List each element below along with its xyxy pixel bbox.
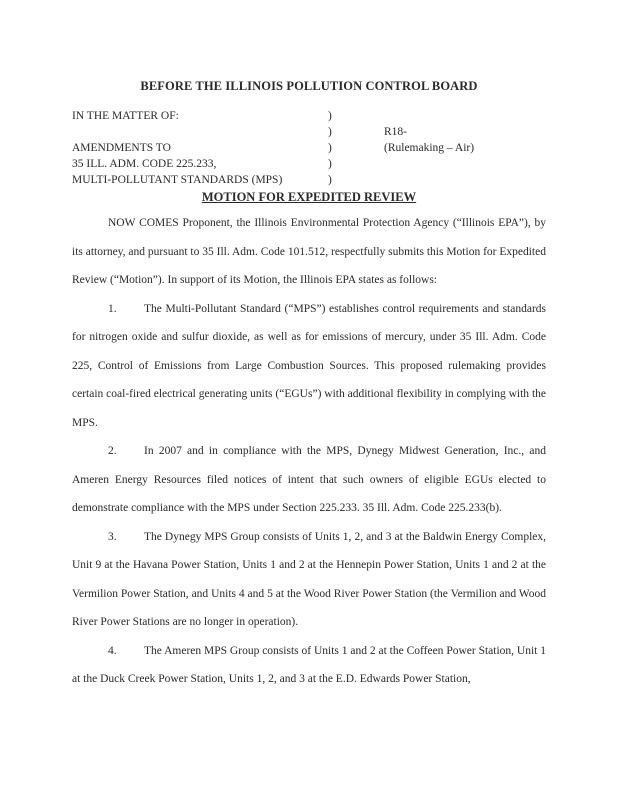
- caption-paren: ): [328, 174, 332, 186]
- caption-line: 35 ILL. ADM. CODE 225.233,: [72, 158, 217, 170]
- paragraph-text: In 2007 and in compliance with the MPS, Dynegy Midwest Generation, Inc., and Ameren Energy Resources filed notices of intent that such owners of eligible EGUs elected to demonstrate compliance with the MPS under Section 225.233. 35 Ill. Adm. Code 225.233(b).: [72, 445, 546, 514]
- rulemaking-type: (Rulemaking – Air): [384, 142, 475, 154]
- paragraph-number: 1.: [108, 302, 117, 315]
- caption-line: [72, 124, 332, 140]
- paragraph-number: 3.: [108, 530, 117, 543]
- numbered-paragraph: [72, 295, 546, 438]
- motion-title: MOTION FOR EXPEDITED REVIEW: [201, 190, 417, 204]
- caption-paren: ): [328, 142, 332, 154]
- docket-number: R18-: [384, 126, 407, 138]
- paragraph-number: 2.: [108, 445, 117, 457]
- paragraph-text: The Multi-Pollutant Standard (“MPS”) establishes control requirements and standards for nitrogen oxide and sulfur dioxide, as well as for emissions of mercury, under 35 Ill. Adm. Code 225, Control of Emissions from Large Combustion Sources. This proposed rulemaking provides certain coal-fired electrical generating units (“EGUs”) with additional flexibility in complying with the MPS.: [72, 302, 546, 429]
- caption-parens: [328, 108, 338, 188]
- caption-paren: ): [328, 158, 332, 170]
- numbered-paragraph: [72, 523, 546, 637]
- caption-line: IN THE MATTER OF:: [72, 110, 179, 122]
- motion-body: [72, 209, 546, 694]
- caption-paren: ): [328, 126, 332, 138]
- caption-line: AMENDMENTS TO: [72, 142, 171, 154]
- caption-paren: ): [328, 110, 332, 122]
- paragraph-text: The Dynegy MPS Group consists of Units 1, 2, and 3 at the Baldwin Energy Complex, Unit 9 at the Havana Power Station, Units 1 and 2 at the Hennepin Power Station, Units 1 and 2 at the Vermilion Power Station, and Units 4 and 5 at the Wood River Power Station (the Vermilion and Wood River Power Stations are no longer in operation).: [72, 530, 546, 628]
- caption-line: MULTI-POLLUTANT STANDARDS (MPS): [72, 174, 283, 186]
- intro-paragraph: NOW COMES Proponent, the Illinois Environmental Protection Agency (“Illinois EPA”), by its attorney, and pursuant to 35 Ill. Adm. Code 101.512, respectfully submits this Motion for Expedited Review (“Motion”). In support of its Motion, the Illinois EPA states as follows:: [72, 217, 546, 286]
- caption-right: [384, 124, 544, 156]
- paragraph-number: 4.: [108, 644, 117, 657]
- numbered-paragraph: [72, 437, 546, 523]
- numbered-paragraph: [72, 637, 546, 694]
- paragraph-text: The Ameren MPS Group consists of Units 1 and 2 at the Coffeen Power Station, Unit 1 at the Duck Creek Power Station, Units 1, 2, and 3 at the E.D. Edwards Power Station,: [72, 644, 546, 685]
- caption-left: [72, 108, 332, 188]
- board-heading: BEFORE THE ILLINOIS POLLUTION CONTROL BOARD: [140, 79, 478, 93]
